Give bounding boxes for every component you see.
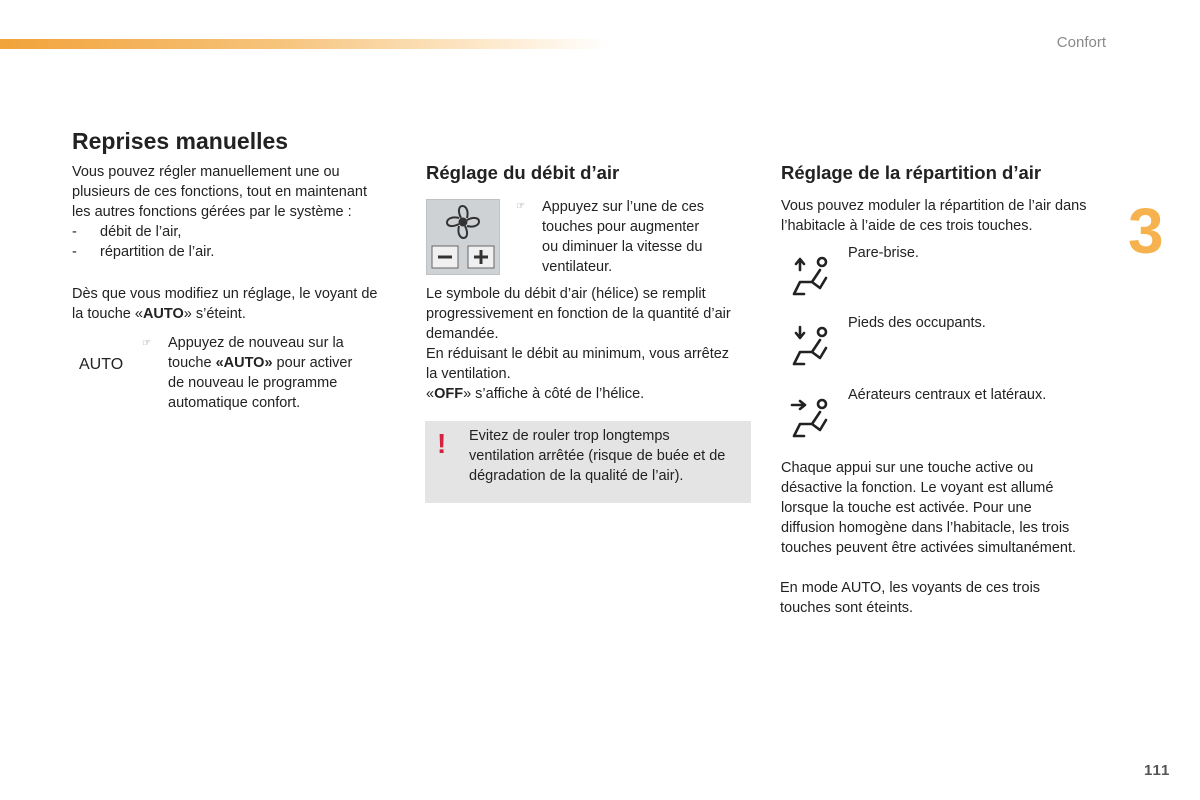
distribution-option-label: Pare-brise.	[848, 245, 919, 261]
list-dash: -	[72, 244, 77, 260]
change-post: » s’éteint.	[183, 306, 246, 322]
warning-line: ventilation arrêtée (risque de buée et de	[469, 448, 726, 464]
distribution-auto-note	[780, 578, 1120, 618]
intro-line: Vous pouvez régler manuellement une ou	[72, 164, 340, 180]
off-pre: «	[426, 386, 435, 402]
fan-control-panel	[426, 199, 500, 275]
distribution-intro	[781, 196, 1121, 236]
off-bold: OFF	[434, 386, 464, 402]
distribution-auto-line: En mode AUTO, les voyants de ces trois	[780, 580, 1041, 596]
auto-pre: touche	[168, 355, 216, 371]
manual-title: Reprises manuelles	[72, 128, 289, 154]
distribution-auto-line: touches sont éteints.	[780, 600, 913, 616]
change-bold: AUTO	[142, 306, 184, 322]
airflow-body-line: progressivement en fonction de la quantité d’air	[426, 306, 731, 322]
warning-line: dégradation de la qualité de l’air).	[469, 468, 684, 484]
header-accent-bar	[0, 39, 610, 49]
distribution-info-line: lorsque la touche est activée. Pour une	[781, 500, 1032, 516]
fan-decrease-icon	[432, 246, 458, 268]
chapter-number: 3	[1128, 195, 1164, 267]
warning-line: Evitez de rouler trop longtemps	[469, 428, 670, 444]
airflow-title: Réglage du débit d’air	[426, 162, 620, 183]
footwell-airflow-icon	[790, 324, 832, 368]
change-line	[72, 304, 412, 324]
auto-line: Appuyez de nouveau sur la	[168, 335, 344, 351]
auto-bold: «AUTO»	[215, 355, 273, 371]
pointing-hand-icon: ☞	[142, 338, 151, 349]
warning-icon: !	[437, 428, 447, 459]
list-item	[72, 222, 412, 242]
airflow-button-line: ventilateur.	[542, 259, 613, 275]
windscreen-airflow-icon	[790, 254, 832, 298]
distribution-title: Réglage de la répartition d’air	[781, 162, 1042, 183]
intro-line: plusieurs de ces fonctions, tout en maintenant	[72, 184, 368, 200]
airflow-button-line: ou diminuer la vitesse du	[542, 239, 703, 255]
manual-intro	[72, 162, 412, 262]
face-vents-airflow-icon	[790, 396, 832, 440]
distribution-intro-line: l’habitacle à l’aide de ces trois touches.	[781, 218, 1033, 234]
airflow-body-line: En réduisant le débit au minimum, vous arrêtez	[426, 346, 730, 362]
distribution-info-line: touches peuvent être activées simultanément.	[781, 540, 1076, 556]
intro-line: les autres fonctions gérées par le système :	[72, 204, 352, 220]
airflow-body-line: Le symbole du débit d’air (hélice) se remplit	[426, 286, 706, 302]
airflow-button-line: touches pour augmenter	[542, 219, 700, 235]
page-number: 111	[1144, 762, 1171, 779]
airflow-button-instruction	[542, 197, 742, 277]
section-title: Confort	[1056, 34, 1106, 51]
airflow-body	[426, 284, 766, 404]
distribution-info-line: désactive la fonction. Le voyant est allumé	[781, 480, 1054, 496]
list-dash: -	[72, 224, 77, 240]
airflow-body-line: demandée.	[426, 326, 499, 342]
list-item-text: répartition de l’air.	[100, 244, 215, 260]
change-pre: la touche «	[72, 306, 143, 322]
list-item	[72, 242, 412, 262]
distribution-option-label: Aérateurs centraux et latéraux.	[848, 387, 1047, 403]
airflow-button-line: Appuyez sur l’une de ces	[542, 199, 705, 215]
auto-line: automatique confort.	[168, 395, 301, 411]
auto-post: pour activer	[272, 355, 353, 371]
distribution-info	[781, 458, 1121, 558]
auto-line	[168, 353, 408, 373]
distribution-info-line: diffusion homogène dans l’habitacle, les trois	[781, 520, 1070, 536]
off-line	[426, 384, 766, 404]
pointing-hand-icon: ☞	[516, 201, 525, 212]
distribution-intro-line: Vous pouvez moduler la répartition de l’air dans	[781, 198, 1087, 214]
auto-change-note	[72, 284, 412, 324]
auto-instruction	[168, 333, 408, 413]
warning-box	[425, 421, 751, 503]
auto-line: de nouveau le programme	[168, 375, 338, 391]
off-post: » s’affiche à côté de l’hélice.	[463, 386, 645, 402]
fan-icon	[427, 200, 499, 274]
distribution-info-line: Chaque appui sur une touche active ou	[781, 460, 1034, 476]
change-line: Dès que vous modifiez un réglage, le voyant de	[72, 286, 378, 302]
list-item-text: débit de l’air,	[100, 224, 182, 240]
auto-button-label: AUTO	[79, 356, 124, 373]
warning-text	[469, 426, 749, 486]
fan-increase-icon	[468, 246, 494, 268]
airflow-body-line: la ventilation.	[426, 366, 511, 382]
distribution-option-label: Pieds des occupants.	[848, 315, 986, 331]
